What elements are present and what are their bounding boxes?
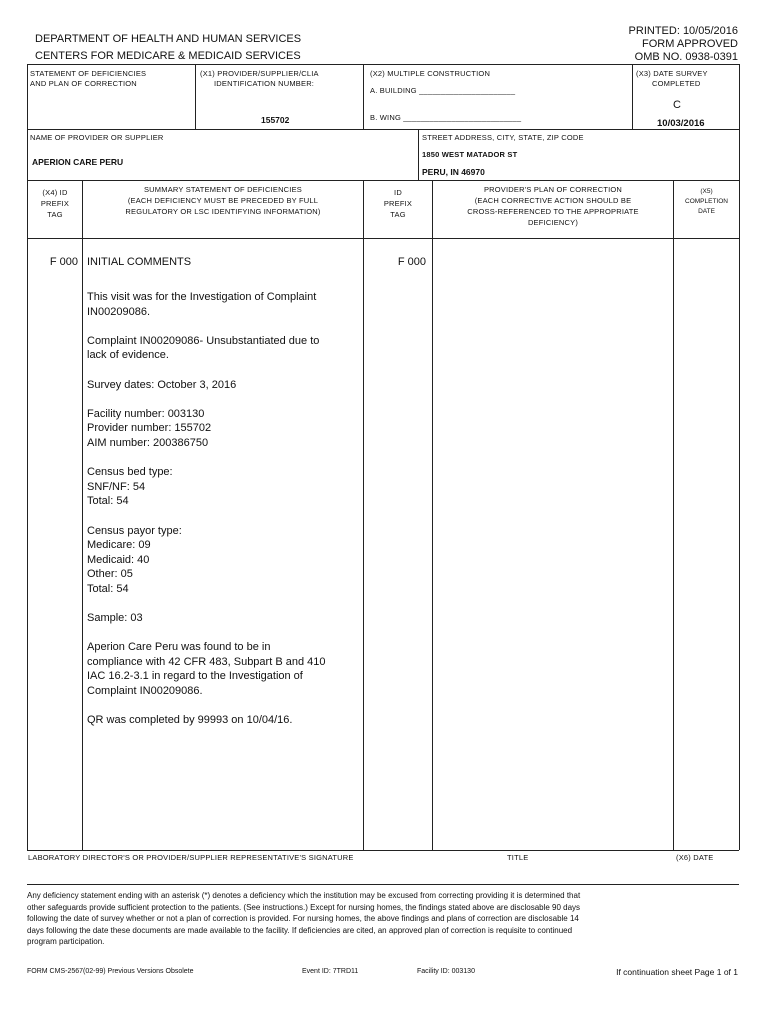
comment-paragraph (87, 713, 359, 728)
x1-label-2: IDENTIFICATION NUMBER: (214, 79, 315, 88)
department-name: DEPARTMENT OF HEALTH AND HUMAN SERVICES (35, 33, 302, 45)
id-label: ID (394, 188, 402, 197)
x2-building: A. BUILDING ______________________ (370, 86, 516, 95)
x2-label: (X2) MULTIPLE CONSTRUCTION (370, 69, 491, 78)
disclaimer-text (27, 890, 739, 948)
comment-paragraph (87, 611, 359, 626)
disclaimer-line: days following the date these documents are made available to the facility. If deficiencies are cited, an approved plan of correction is requisite to continued (27, 925, 573, 935)
comment-line: Total: 54 (87, 495, 129, 508)
comment-line: Facility number: 003130 (87, 407, 205, 420)
address-street: 1850 WEST MATADOR ST (422, 150, 518, 159)
address-label: STREET ADDRESS, CITY, STATE, ZIP CODE (422, 133, 584, 142)
x3-code: C (673, 99, 681, 111)
comment-paragraph (87, 524, 359, 597)
tag-prefix-right: F 000 (397, 256, 426, 268)
comment-line: Census payor type: (87, 524, 182, 537)
summary-header: SUMMARY STATEMENT OF DEFICIENCIES (143, 185, 302, 194)
entry-body (87, 290, 359, 742)
x5-completion-label: COMPLETION (685, 198, 728, 205)
event-id: Event ID: 7TRD11 (302, 968, 359, 975)
comment-line: SNF/NF: 54 (87, 480, 146, 493)
x4-prefix-label: PREFIX (40, 199, 70, 208)
comment-paragraph (87, 640, 359, 698)
comment-line: Complaint IN00209086- Unsubstantiated due to (87, 334, 320, 347)
comment-paragraph (87, 290, 359, 319)
x5-date-label: DATE (698, 208, 715, 215)
comment-line: IN00209086. (87, 305, 150, 318)
comment-line: Aperion Care Peru was found to be in (87, 641, 271, 654)
statement-label-2: AND PLAN OF CORRECTION (30, 79, 137, 88)
disclaimer-line: program participation. (27, 937, 105, 946)
comment-line: Medicare: 09 (87, 539, 151, 552)
title-label: TITLE (507, 853, 529, 862)
agency-name: CENTERS FOR MEDICARE & MEDICAID SERVICES (35, 50, 301, 62)
x4-id-label: (X4) ID (42, 188, 68, 197)
comment-line: Total: 54 (87, 582, 129, 595)
form-number: FORM CMS-2567(02-99) Previous Versions Obsolete (27, 968, 194, 975)
comment-line: Complaint IN00209086. (87, 685, 203, 698)
plan-header-2: (EACH CORRECTIVE ACTION SHOULD BE (474, 196, 632, 205)
comment-line: Other: 05 (87, 568, 133, 581)
address-city: PERU, IN 46970 (422, 167, 485, 177)
disclaimer-line: following the date of survey whether or not a plan of correction is provided. For nursing homes, the above findings and plans of correction are disclosable 14 (27, 914, 579, 923)
provider-name: APERION CARE PERU (32, 157, 124, 167)
comment-line: lack of evidence. (87, 349, 169, 362)
summary-header-2: (EACH DEFICIENCY MUST BE PRECEDED BY FULL (127, 196, 319, 205)
form-approved: FORM APPROVED (642, 38, 738, 50)
comment-line: Survey dates: October 3, 2016 (87, 378, 237, 391)
comment-paragraph (87, 465, 359, 509)
page-indicator: If continuation sheet Page 1 of 1 (616, 967, 738, 977)
id-tag-label: TAG (390, 210, 406, 219)
printed-date: PRINTED: 10/05/2016 (628, 25, 738, 37)
entry-title: INITIAL COMMENTS (87, 256, 192, 268)
signature-label: LABORATORY DIRECTOR'S OR PROVIDER/SUPPLIER REPRESENTATIVE'S SIGNATURE (28, 853, 354, 862)
x5-label: (X5) (700, 188, 713, 195)
date-label: (X6) DATE (676, 853, 714, 862)
summary-header-3: REGULATORY OR LSC IDENTIFYING INFORMATION) (125, 207, 321, 216)
comment-line: Medicaid: 40 (87, 553, 150, 566)
x3-label: (X3) DATE SURVEY (636, 69, 708, 78)
comment-line: QR was completed by 99993 on 10/04/16. (87, 714, 293, 727)
comment-paragraph (87, 334, 359, 363)
omb-number: OMB NO. 0938-0391 (634, 51, 738, 63)
x3-label-2: COMPLETED (652, 79, 701, 88)
id-prefix-label: PREFIX (383, 199, 413, 208)
survey-date: 10/03/2016 (657, 118, 705, 129)
provider-label: NAME OF PROVIDER OR SUPPLIER (30, 133, 164, 142)
x1-label: (X1) PROVIDER/SUPPLIER/CLIA (200, 69, 319, 78)
x4-tag-label: TAG (47, 210, 63, 219)
x2-wing: B. WING ___________________________ (370, 113, 522, 122)
statement-label: STATEMENT OF DEFICIENCIES (30, 69, 147, 78)
comment-line: AIM number: 200386750 (87, 436, 209, 449)
comment-line: compliance with 42 CFR 483, Subpart B and 410 (87, 655, 326, 668)
disclaimer-line: other safeguards provide sufficient protection to the patients. (See instructions.) Except for nursing homes, the findings stated above are disclosable 90 days (27, 902, 581, 912)
disclaimer-line: Any deficiency statement ending with an asterisk (*) denotes a deficiency which the institution may be excused from correcting providing it is determined that (27, 891, 581, 900)
comment-line: IAC 16.2-3.1 in regard to the Investigation of (87, 670, 303, 683)
plan-header: PROVIDER'S PLAN OF CORRECTION (483, 185, 623, 194)
comment-line: Census bed type: (87, 466, 173, 479)
comment-paragraph (87, 407, 359, 451)
plan-header-4: DEFICIENCY) (527, 218, 579, 227)
comment-line: Provider number: 155702 (87, 422, 212, 435)
provider-number: 155702 (261, 115, 290, 125)
facility-id: Facility ID: 003130 (417, 968, 475, 975)
comment-line: This visit was for the Investigation of Complaint (87, 291, 317, 303)
tag-prefix-left: F 000 (49, 256, 78, 268)
plan-header-3: CROSS-REFERENCED TO THE APPROPRIATE (467, 207, 639, 216)
comment-paragraph (87, 378, 359, 393)
comment-line: Sample: 03 (87, 612, 143, 625)
